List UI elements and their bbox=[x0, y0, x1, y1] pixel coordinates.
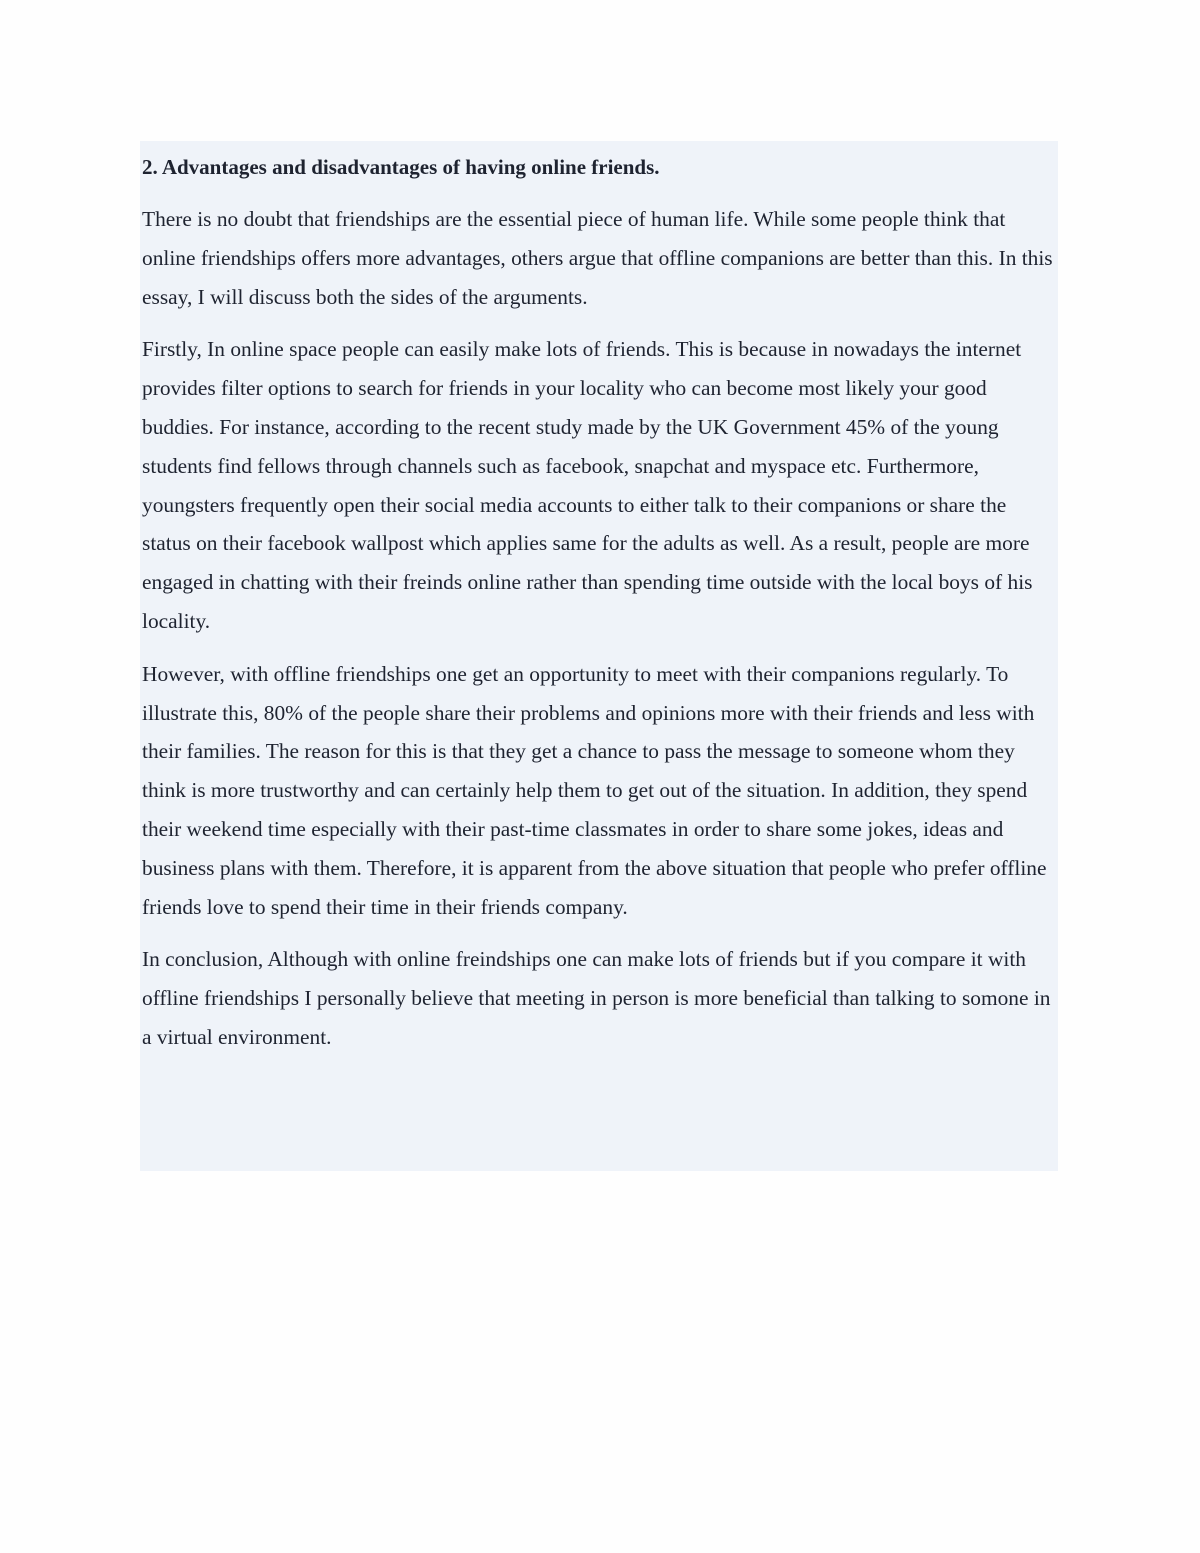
essay-paragraph-online-friends: Firstly, In online space people can easily make lots of friends. This is because in nowadays the internet provides filter options to search for friends in your locality who can become most likely your good buddies. For instance, according to the recent study made by the UK Government 45% of the young students find fellows through channels such as facebook, snapchat and myspace etc. Furthermore, youngsters frequently open their social media accounts to either talk to their companions or share the status on their facebook wallpost which applies same for the adults as well. As a result, people are more engaged in chatting with their freinds online rather than spending time outside with the local boys of his locality. bbox=[142, 337, 1033, 633]
essay-paragraph-conclusion: In conclusion, Although with online freindships one can make lots of friends but if you compare it with offline friendships I personally believe that meeting in person is more beneficial than talking to somone in a virtual environment. bbox=[142, 947, 1051, 1049]
essay-paragraph-introduction: There is no doubt that friendships are the essential piece of human life. While some people think that online friendships offers more advantages, others argue that offline companions are better than this. In this essay, I will discuss both the sides of the arguments. bbox=[142, 207, 1053, 309]
essay-paragraph-offline-friends: However, with offline friendships one get an opportunity to meet with their companions regularly. To illustrate this, 80% of the people share their problems and opinions more with their friends and less with their families. The reason for this is that they get a chance to pass the message to someone whom they think is more trustworthy and can certainly help them to get out of the situation. In addition, they spend their weekend time especially with their past-time classmates in order to share some jokes, ideas and business plans with them. Therefore, it is apparent from the above situation that people who prefer offline friends love to spend their time in their friends company. bbox=[142, 661, 1047, 919]
essay-heading: 2. Advantages and disadvantages of having online friends. bbox=[142, 155, 660, 179]
essay-text-block bbox=[140, 141, 1058, 1171]
